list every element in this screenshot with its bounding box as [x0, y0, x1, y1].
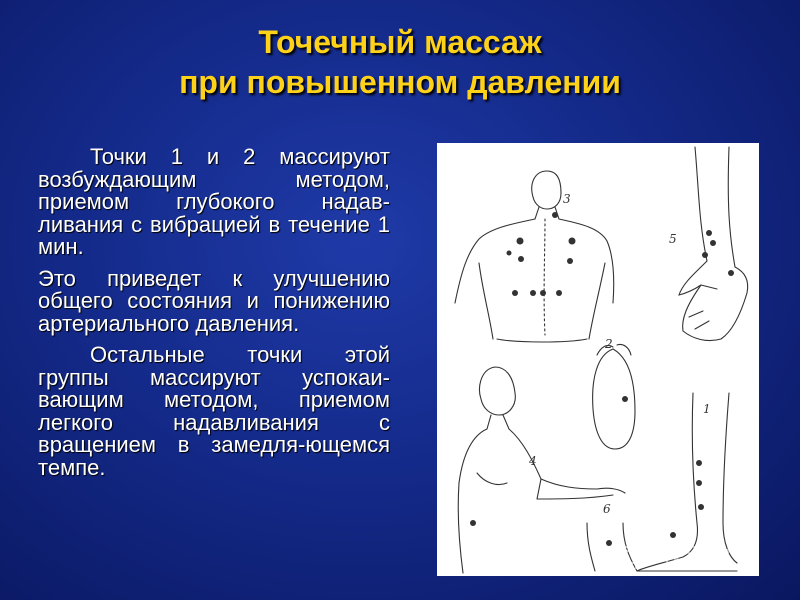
back-torso-outline: [479, 263, 605, 339]
slide-title-line-1: Точечный массаж: [258, 24, 542, 60]
back-shoulders-outline: [455, 207, 614, 303]
paragraph-1: Точки 1 и 2 массируют возбуждающим методом, приемом глубокого надав-ливания с вибрацией в течение 1 мин.: [38, 144, 390, 259]
body-text: [38, 146, 390, 488]
label-6: 6: [603, 502, 611, 516]
watermark-text: MyShared: [650, 541, 760, 568]
acupressure-points-illustration: [437, 143, 759, 576]
seated-head-outline: [480, 367, 516, 415]
watermark: [612, 537, 784, 577]
label-1: 1: [703, 402, 711, 416]
label-3: 3: [563, 192, 571, 206]
body-sketch: [437, 143, 759, 576]
watermark-logo-icon: [612, 537, 646, 573]
label-4: 4: [529, 454, 537, 468]
paragraph-2: Это приведет к улучшению общего состояния и понижению артериального давления.: [38, 265, 390, 336]
paragraph-3: Остальные точки этой группы массируют успокаи-вающим методом, приемом легкого надавливания с вращением в замедля-ющемся темпе.: [38, 342, 390, 480]
foot-sole-outline: [593, 349, 635, 449]
slide-title-line-2: при повышенном давлении: [179, 64, 621, 100]
hand-outline: [679, 261, 748, 341]
label-2: 2: [605, 337, 613, 351]
arm-outline: [695, 147, 735, 267]
label-5: 5: [669, 232, 677, 246]
back-head-outline: [532, 171, 561, 209]
